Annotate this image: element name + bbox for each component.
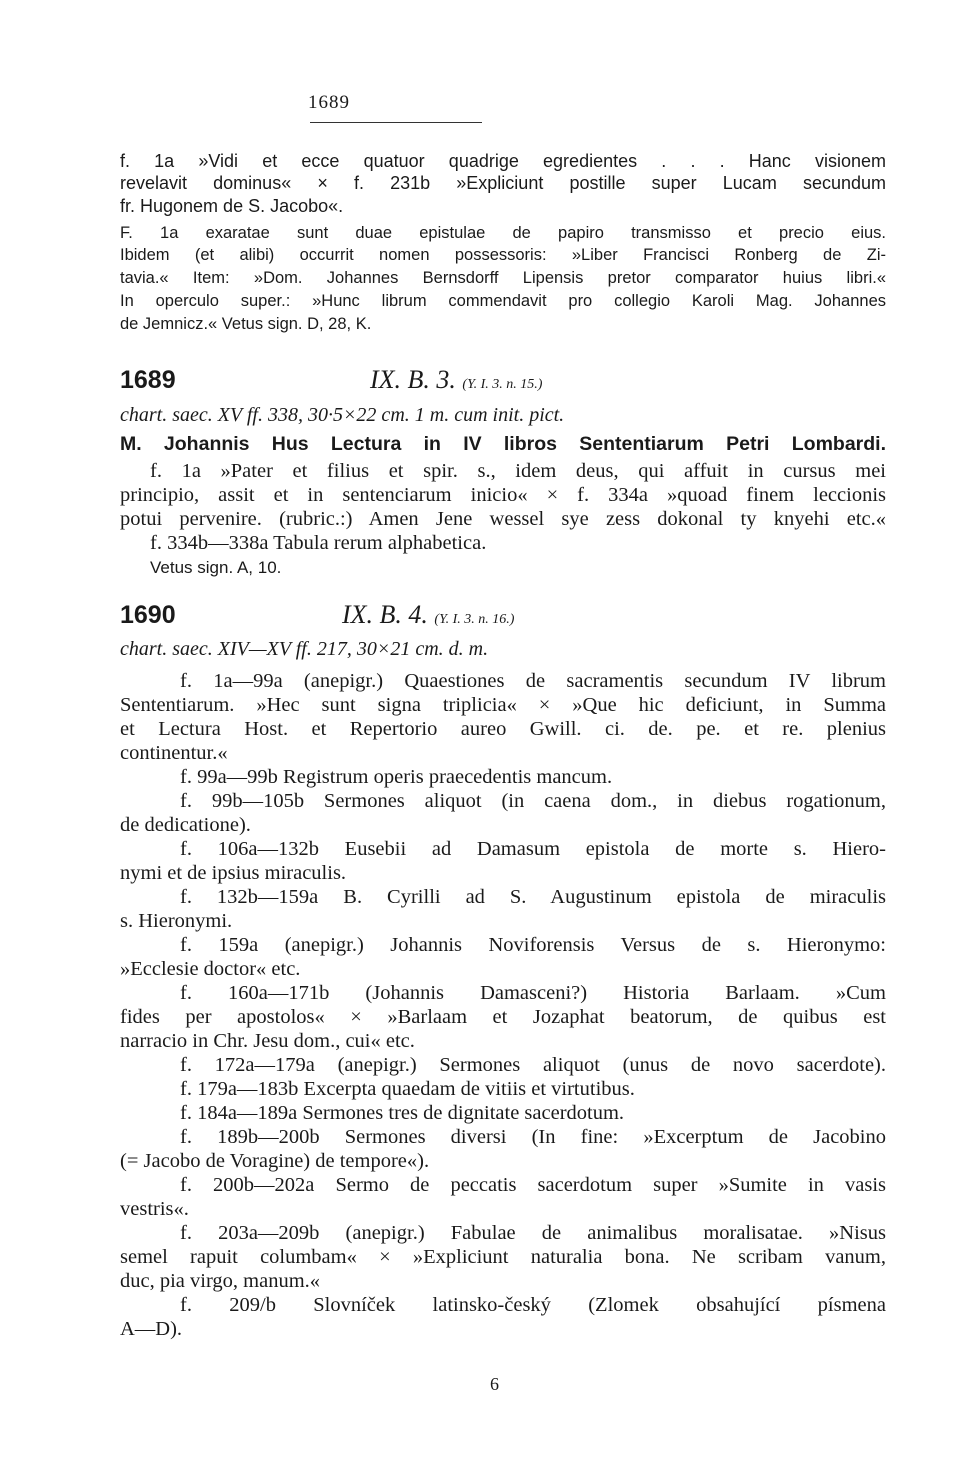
shelfmark-1689	[370, 365, 542, 395]
line-1690-22: f. 200b—202a Sermo de peccatis sacerdotum super »Sumite in vasis	[180, 1174, 886, 1196]
page-footer-number: 6	[490, 1374, 499, 1394]
line-1690-19: f. 184a—189a Sermones tres de dignitate sacerdotum.	[180, 1102, 625, 1124]
page-header-number: 1689	[308, 92, 350, 113]
signature-1690: IX. B. 4.	[342, 600, 428, 629]
meta-1689: chart. saec. XV ff. 338, 30·5×22 cm. 1 m. cum init. pict.	[120, 404, 565, 426]
prev-line-6: tavia.« Item: »Dom. Johannes Bernsdorff Lipensis pretor comparator huius libri.«	[120, 269, 886, 287]
line-1689-2: f. 1a »Pater et filius et spir. s., idem deus, qui affuit in cursus mei	[150, 460, 886, 482]
line-1690-13: »Ecclesie doctor« etc.	[120, 958, 301, 980]
line-1690-27: f. 209/b Slovníček latinsko-český (Zlomek obsahující písmena	[180, 1294, 886, 1316]
line-1690-5: f. 99a—99b Registrum operis praecedentis mancum.	[180, 766, 613, 788]
title-1689: M. Johannis Hus Lectura in IV libros Sententiarum Petri Lombardi.	[120, 433, 886, 455]
line-1690-20: f. 189b—200b Sermones diversi (In fine: »Excerptum de Jacobino	[180, 1126, 886, 1148]
line-1689-6: Vetus sign. A, 10.	[150, 558, 282, 577]
line-1690-14: f. 160a—171b (Johannis Damasceni?) Historia Barlaam. »Cum	[180, 982, 886, 1004]
signature-1689: IX. B. 3.	[370, 365, 456, 394]
line-1690-25: semel rapuit columbam« × »Expliciunt naturalia bona. Ne scribam vanum,	[120, 1246, 886, 1268]
meta-1690: chart. saec. XIV—XV ff. 217, 30×21 cm. d. m.	[120, 638, 489, 660]
line-1690-18: f. 179a—183b Excerpta quaedam de vitiis et virtutibus.	[180, 1078, 635, 1100]
line-1690-9: nymi et de ipsius miraculis.	[120, 862, 347, 884]
line-1690-17: f. 172a—179a (anepigr.) Sermones aliquot (unus de novo sacerdote).	[180, 1054, 886, 1076]
line-1689-5: f. 334b—338a Tabula rerum alphabetica.	[150, 532, 487, 554]
header-rule	[310, 122, 482, 123]
shelfmark-1690	[342, 600, 514, 630]
line-1690-10: f. 132b—159a B. Cyrilli ad S. Augustinum epistola de miraculis	[180, 886, 886, 908]
prev-line-4: F. 1a exaratae sunt duae epistulae de papiro transmisso et precio eius.	[120, 224, 886, 242]
entry-number-1690: 1690	[120, 601, 176, 629]
line-1690-4: continentur.«	[120, 742, 228, 764]
line-1690-16: narracio in Chr. Jesu dom., cui« etc.	[120, 1030, 415, 1052]
line-1690-21: (= Jacobo de Voragine) de tempore«).	[120, 1150, 430, 1172]
line-1689-3: principio, assit et in sentenciarum inicio« × f. 334a »quoad finem leccionis	[120, 484, 886, 506]
prev-line-7: In operculo super.: »Hunc librum commendavit pro collegio Karoli Mag. Johannes	[120, 292, 886, 310]
prev-line-2: revelavit dominus« × f. 231b »Expliciunt postille super Lucam secundum	[120, 173, 886, 193]
line-1690-7: de dedicatione).	[120, 814, 251, 836]
line-1690-6: f. 99b—105b Sermones aliquot (in caena dom., in diebus rogationum,	[180, 790, 886, 812]
prev-line-5: Ibidem (et alibi) occurrit nomen possessoris: »Liber Francisci Ronberg de Zi-	[120, 246, 886, 264]
old-signature-1689: (Y. I. 3. n. 15.)	[462, 377, 543, 392]
prev-line-1: f. 1a »Vidi et ecce quatuor quadrige egredientes . . . Hanc visionem	[120, 151, 886, 171]
line-1690-1: f. 1a—99a (anepigr.) Quaestiones de sacramentis secundum IV librum	[180, 670, 886, 692]
prev-line-8: de Jemnicz.« Vetus sign. D, 28, K.	[120, 315, 372, 333]
line-1690-12: f. 159a (anepigr.) Johannis Noviforensis Versus de s. Hieronymo:	[180, 934, 886, 956]
line-1690-2: Sententiarum. »Hec sunt signa triplicia« × »Que hic deficiunt, in Summa	[120, 694, 886, 716]
line-1690-8: f. 106a—132b Eusebii ad Damasum epistola de morte s. Hiero-	[180, 838, 886, 860]
line-1689-4: potui pervenire. (rubric.:) Amen Jene wessel sye zess dokonal ty knyehi etc.«	[120, 508, 886, 530]
entry-number-1689: 1689	[120, 366, 176, 394]
line-1690-24: f. 203a—209b (anepigr.) Fabulae de animalibus moralisatae. »Nisus	[180, 1222, 886, 1244]
old-signature-1690: (Y. I. 3. n. 16.)	[434, 612, 515, 627]
line-1690-11: s. Hieronymi.	[120, 910, 233, 932]
line-1690-23: vestris«.	[120, 1198, 189, 1220]
line-1690-3: et Lectura Host. et Repertorio aureo Gwill. ci. de. pe. et re. plenius	[120, 718, 886, 740]
line-1690-15: fides per apostolos« × »Barlaam et Jozaphat beatorum, de quibus est	[120, 1006, 886, 1028]
line-1690-26: duc, pia virgo, manum.«	[120, 1270, 321, 1292]
line-1690-28: A—D).	[120, 1318, 183, 1340]
prev-line-3: fr. Hugonem de S. Jacobo«.	[120, 196, 344, 216]
